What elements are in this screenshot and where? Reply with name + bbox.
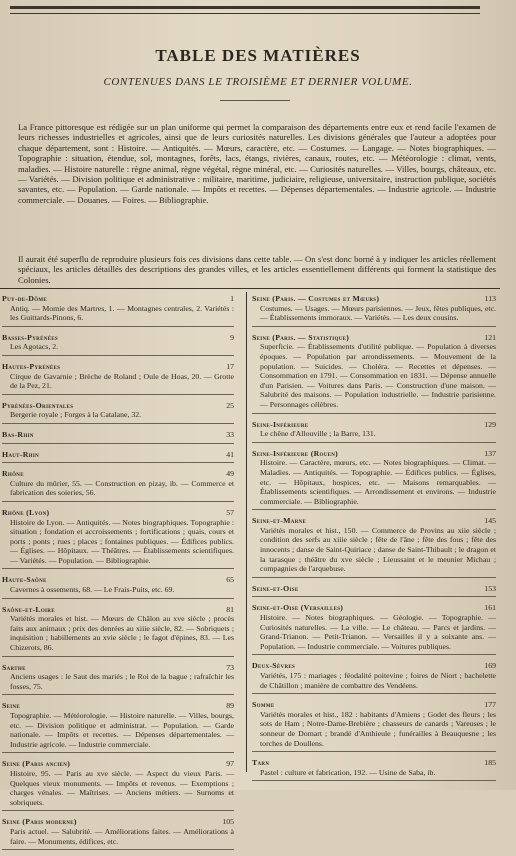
entry-separator bbox=[2, 326, 234, 327]
entry-separator bbox=[2, 355, 234, 356]
toc-entry-head bbox=[252, 603, 496, 613]
toc-entry bbox=[2, 469, 234, 502]
column-divider bbox=[246, 292, 247, 772]
toc-entry-head bbox=[2, 430, 234, 440]
toc-entry bbox=[2, 575, 234, 598]
department-name: Sarthe bbox=[2, 662, 26, 672]
toc-entry-head bbox=[252, 449, 496, 459]
department-name: Seine (Paris ancien) bbox=[2, 759, 71, 769]
toc-entry bbox=[2, 294, 234, 327]
page-number: 1 bbox=[230, 294, 234, 303]
entry-description: Variétés morales et hist., 150. — Commerce de Provins au xiie siècle ; condition des serfs au xiiie siècle ; fête de l'âne ; fête des fous ; fête des innocents ; danse de Saint-Quiriace ; danse de Saint-Thibault ; le dragon et la tarasque ; théâtre du xve siècle ; Lieussaint et le meunier Michau ; compagnies de l'arquebuse. bbox=[260, 525, 496, 574]
intro-paragraph-2: Il aurait été superflu de reproduire plusieurs fois ces divisions dans cette table. — On s'est donc borné à y indiquer les articles réellement spéciaux, les articles détaillés des descriptions des grandes villes, et les articles essentiellement différents qui forment la statistique des Colonies. bbox=[18, 254, 496, 285]
department-name: Seine (Paris moderne) bbox=[2, 817, 77, 827]
page-number: 169 bbox=[484, 661, 496, 671]
entry-separator bbox=[252, 780, 496, 781]
department-name: Seine-Inférieure (Rouen) bbox=[252, 448, 339, 458]
entry-separator bbox=[252, 442, 496, 443]
entry-separator bbox=[252, 326, 496, 327]
page-number: 97 bbox=[226, 759, 234, 769]
page-number: 57 bbox=[226, 507, 234, 517]
entry-separator bbox=[252, 751, 496, 752]
entry-separator bbox=[2, 423, 234, 424]
toc-entry-head bbox=[2, 469, 234, 479]
entry-separator bbox=[252, 596, 496, 597]
toc-entry-head bbox=[252, 294, 496, 304]
department-name: Somme bbox=[252, 700, 275, 710]
department-name: Basses-Pyrénées bbox=[2, 332, 58, 342]
entry-separator bbox=[252, 577, 496, 578]
department-name: Seine (Paris. — Costumes et Mœurs) bbox=[252, 294, 380, 303]
department-name: Deux-Sèvres bbox=[252, 661, 296, 671]
department-name: Seine-et-Marne bbox=[252, 516, 307, 526]
toc-entry-head bbox=[2, 605, 234, 615]
department-name: Seine-et-Oise bbox=[252, 583, 299, 593]
toc-entry bbox=[252, 333, 496, 414]
entry-description: Topographie. — Météorologie. — Histoire naturelle. — Villes, bourgs, etc. — Division politique et administrat. — Population. — Garde nationale. — Impôts et recettes. — Dépenses départementales. — Industrie agricole. — Industrie commerciale. bbox=[10, 711, 234, 749]
toc-entry bbox=[2, 817, 234, 850]
toc-entry bbox=[2, 759, 234, 811]
page-number: 17 bbox=[226, 361, 234, 371]
department-name: Seine-et-Oise (Versailles) bbox=[252, 603, 344, 613]
page-number: 41 bbox=[226, 449, 234, 459]
department-name: Seine (Paris. — Statistique) bbox=[252, 332, 350, 342]
toc-entry bbox=[2, 333, 234, 356]
toc-entry-head bbox=[2, 663, 234, 673]
toc-entry-head bbox=[2, 362, 234, 372]
entry-description: Antiq. — Momie des Martres, 1. — Montagnes centrales, 2. Variétés : les Guittards-Pinons, 6. bbox=[10, 303, 234, 323]
entry-description: Bergerie royale ; Forges à la Catalane, 32. bbox=[10, 410, 142, 420]
toc-entry-head bbox=[252, 758, 496, 768]
page-number: 161 bbox=[484, 603, 496, 613]
toc-entry bbox=[2, 362, 234, 395]
entry-description: Paris actuel. — Salubrité. — Améliorations faites. — Améliorations à faire. — Monuments, édifices, etc. bbox=[10, 826, 234, 846]
page-number: 49 bbox=[226, 469, 234, 479]
entry-separator bbox=[252, 693, 496, 694]
toc-entry-head bbox=[252, 333, 496, 343]
entry-description: Histoire. — Caractère, mœurs, etc. — Notes biographiques. — Climat. — Maladies. — Antiquités. — Topographie. — Édifices publics. — Églises, etc. — Hôpitaux, hospices, etc. — Maisons remarquables. — Établissements scientifiques. — Arrondissement et environs. — Industrie commerciale. — Bibliographie. bbox=[260, 458, 496, 506]
department-name: Hautes-Pyrénées bbox=[2, 361, 61, 371]
entry-description: Variétés morales et hist. — Mœurs de Châlon au xve siècle ; procès faits aux animaux ; prix des denrées au xiiie siècle, 82. — Sobriquets ; inquisition ; habillements au xvie siècle ; le fagot d'épines, 83. — Les Chizerots, 86. bbox=[10, 614, 234, 653]
top-rule bbox=[10, 6, 480, 14]
department-name: Tarn bbox=[252, 758, 270, 768]
toc-entry-head bbox=[252, 661, 496, 671]
toc-entry bbox=[252, 294, 496, 327]
entry-separator bbox=[2, 568, 234, 569]
toc-entry-head bbox=[252, 700, 496, 710]
entry-separator bbox=[2, 810, 234, 811]
page-number: 33 bbox=[226, 429, 234, 439]
toc-entry bbox=[252, 661, 496, 694]
toc-entry bbox=[2, 605, 234, 657]
entry-separator bbox=[2, 598, 234, 599]
columns-top-rule bbox=[0, 288, 500, 289]
entry-description: Culture du mûrier, 55. — Construction en pizay, ib. — Commerce et fabrication des soieries, 56. bbox=[10, 478, 234, 498]
entry-description: Le chêne d'Allouville ; la Barre, 131. bbox=[260, 429, 376, 439]
toc-entry bbox=[252, 584, 496, 598]
page-number: 177 bbox=[484, 700, 496, 710]
page-number: 129 bbox=[484, 419, 496, 429]
entry-separator bbox=[2, 443, 234, 444]
toc-entry-head bbox=[2, 817, 234, 827]
page-number: 121 bbox=[484, 332, 496, 342]
entry-description: Histoire. — Notes biographiques. — Géologie. — Topographie. — Curiosités naturelles. — La ville. — Le château. — Parcs et jardins. — Grand-Trianon. — Petit-Trianon. — Versailles il y a soixante ans. — Population. — Industrie commerciale. — Voitures publiques. bbox=[260, 613, 496, 651]
page-number: 65 bbox=[226, 575, 234, 585]
toc-entry-head bbox=[2, 701, 234, 711]
department-name: Seine bbox=[2, 701, 21, 711]
department-name: Haut-Rhin bbox=[2, 449, 39, 459]
toc-entry bbox=[252, 700, 496, 752]
department-name: Rhône bbox=[2, 469, 24, 479]
entry-description: Histoire, 95. — Paris au xve siècle. — Aspect du vieux Paris. — Quelques vieux monuments. — Impôts et revenus. — Exemptions ; charges vénales. — Maîtrises. — Anciens métiers. — Surnoms et sobriquets. bbox=[10, 768, 234, 807]
department-name: Puy-de-Dôme bbox=[2, 294, 47, 303]
entry-description: Cirque de Gavarnie ; Brèche de Roland ; Oule de Hoas, 20. — Grotte de la Pez, 21. bbox=[10, 371, 234, 391]
toc-entry bbox=[252, 449, 496, 511]
department-name: Seine-Inférieure bbox=[252, 419, 309, 429]
toc-entry bbox=[252, 758, 496, 781]
toc-entry-head bbox=[2, 759, 234, 769]
title-divider bbox=[220, 100, 290, 101]
page-number: 25 bbox=[226, 400, 234, 410]
toc-entry bbox=[2, 430, 234, 444]
toc-entry bbox=[252, 516, 496, 578]
page-number: 145 bbox=[484, 516, 496, 526]
entry-separator bbox=[2, 656, 234, 657]
entry-description: Costumes. — Usages. — Mœurs parisiennes. — Jeux, fêtes publiques, etc. — Établissements immoraux. — Variétés. — Les deux cousins. bbox=[260, 303, 496, 323]
entry-description: Histoire de Lyon. — Antiquités. — Notes biographiques. Topographie : situation ; fondation et accroissements ; fortifications ; quais, cours et ports ; ponts ; rues ; places ; fontaines publiques. — Édifices publics. — Églises. — Hôpitaux. — Théâtres. — Établissements scientifiques. — Variétés. — Population. — Bibliographie. bbox=[10, 517, 234, 565]
entry-description: Superficie. — Établissements d'utilité publique. — Population à diverses époques. — Population par arrondissements. — Mouvement de la population. — Suicides. — Choléra. — Recettes et dépenses. — Consommation en 1791. — Consommation en 1831. — Dépense annuelle d'un Parisien. — Voitures dans Paris. — Construction d'une maison. — Salubrité des maisons. — Population industrielle. — Industrie parisienne. — Personnages célèbres. bbox=[260, 342, 496, 409]
entry-description: Anciens usages : le Saut des mariés ; le Roi de la bague ; rafraîchir les fosses, 75. bbox=[10, 672, 234, 691]
entry-separator bbox=[2, 752, 234, 753]
entry-description: Les Agotacs, 2. bbox=[10, 342, 59, 352]
toc-entry-head bbox=[252, 516, 496, 526]
page-number: 137 bbox=[484, 448, 496, 458]
toc-entry bbox=[2, 508, 234, 570]
department-name: Saône-et-Loire bbox=[2, 604, 55, 614]
toc-entry bbox=[2, 701, 234, 753]
page-number: 9 bbox=[230, 332, 234, 342]
toc-entry-head bbox=[252, 420, 496, 430]
toc-entry-head bbox=[252, 584, 496, 594]
page-number: 89 bbox=[226, 701, 234, 711]
entry-description: Variétés morales et hist., 182 : habitants d'Amiens ; Godet des fleurs ; les sots de Ham ; Notre-Dame-Brebière ; chasseurs de canards ; Vareuses ; le sonneur de Domart ; brandé d'Anthieule ; funérailles à Beauquesne ; les torches de Doullens. bbox=[260, 709, 496, 748]
toc-entry-head bbox=[2, 294, 234, 304]
page-number: 105 bbox=[222, 817, 234, 827]
department-name: Haute-Saône bbox=[2, 575, 47, 585]
page-title: TABLE DES MATIÈRES bbox=[155, 46, 361, 65]
entry-separator bbox=[2, 394, 234, 395]
page-number: 113 bbox=[484, 294, 496, 303]
right-column bbox=[252, 294, 496, 787]
left-column bbox=[2, 294, 234, 856]
toc-entry bbox=[2, 401, 234, 424]
toc-entry bbox=[2, 663, 234, 696]
page-number: 73 bbox=[226, 662, 234, 672]
page-number: 81 bbox=[226, 604, 234, 614]
entry-separator bbox=[252, 654, 496, 655]
page-number: 185 bbox=[484, 758, 496, 768]
entry-separator bbox=[2, 694, 234, 695]
entry-separator bbox=[252, 509, 496, 510]
page-number: 153 bbox=[484, 583, 496, 593]
entry-separator bbox=[2, 849, 234, 850]
toc-entry bbox=[252, 603, 496, 655]
department-name: Pyrénées-Orientales bbox=[2, 400, 74, 410]
entry-description: Variétés, 175 : mariages ; féodalité poitevine ; foires de Niort ; bachelette de Châtillon ; manière de combattre des Vendéens. bbox=[260, 671, 496, 690]
intro-paragraph: La France pittoresque est rédigée sur un plan uniforme qui permet la comparaison des départements entre eux et rend facile l'examen de leurs richesses industrielles et agricoles, ainsi que de leurs curiosités naturelles. Les divisions générales que l'auteur a adoptées pour chaque département, sont : Histoire. — Antiquités. — Mœurs, caractère, etc. — Costumes. — Langage. — Notes biographiques. — Topographie : situation, étendue, sol, montagnes, forêts, lacs, étangs, rivières, canaux, routes, etc. — Météorologie : climat, vents, maladies. — Histoire naturelle : règne animal, règne végétal, règne minéral, etc. — Curiosités naturelles. — Villes, bourgs, châteaux, etc. — Variétés. — Division politique et administrative : militaire, maritime, judiciaire, religieuse, universitaire, instruction publique, sociétés savantes, etc. — Population. — Garde nationale. — Impôts et recettes. — Dépenses départementales. — Industrie agricole. — Industrie commerciale. — Douanes. — Foires. — Bibliographie. bbox=[18, 122, 496, 205]
department-name: Rhône (Lyon) bbox=[2, 507, 50, 517]
toc-entry-head bbox=[2, 575, 234, 585]
entry-description: Cavernes à ossements, 68. — Le Frais-Puits, etc. 69. bbox=[10, 585, 175, 595]
department-name: Bas-Rhin bbox=[2, 429, 34, 439]
toc-entry bbox=[2, 450, 234, 464]
entry-separator bbox=[2, 462, 234, 463]
toc-entry-head bbox=[2, 401, 234, 411]
entry-separator bbox=[252, 413, 496, 414]
toc-entry-head bbox=[2, 333, 234, 343]
page-subtitle: CONTENUES DANS LE TROISIÈME ET DERNIER VOLUME. bbox=[103, 76, 413, 88]
toc-entry bbox=[252, 420, 496, 443]
entry-description: Pastel : culture et fabrication, 192. — Usine de Saba, ib. bbox=[260, 767, 436, 777]
toc-entry-head bbox=[2, 508, 234, 518]
entry-separator bbox=[2, 501, 234, 502]
toc-entry-head bbox=[2, 450, 234, 460]
